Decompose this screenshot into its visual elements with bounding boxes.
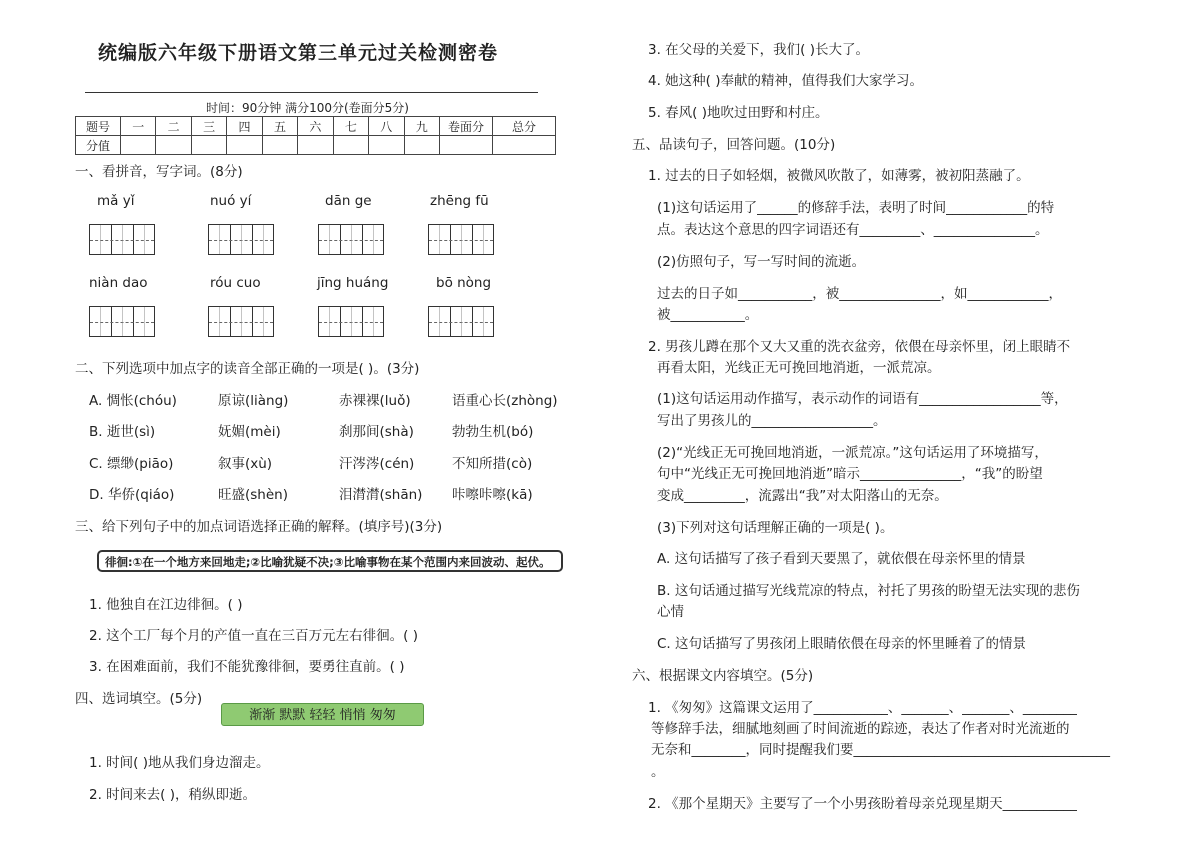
score-header: 七 bbox=[333, 117, 368, 136]
s6-q1-line4: 。 bbox=[651, 764, 665, 780]
s5-q2-line1: 2. 男孩儿蹲在那个又大又重的洗衣盆旁，依偎在母亲怀里，闭上眼睛不 bbox=[648, 339, 1071, 355]
score-header: 四 bbox=[227, 117, 262, 136]
score-header: 卷面分 bbox=[440, 117, 493, 136]
writing-grid[interactable] bbox=[208, 306, 274, 337]
s5-q2-line2: 再看太阳，光线正无可挽回地消逝，一派荒凉。 bbox=[657, 360, 941, 376]
score-header: 九 bbox=[404, 117, 440, 136]
s5-q1-2: (2)仿照句子，写一写时间的流逝。 bbox=[657, 254, 866, 270]
s5-q2-2-line1: (2)“光线正无可挽回地消逝，一派荒凉。”这句话运用了环境描写， bbox=[657, 445, 1048, 461]
score-header: 一 bbox=[121, 117, 156, 136]
s5-q1-1-line1: (1)这句话运用了______的修辞手法，表明了时间____________的特 bbox=[657, 200, 1055, 216]
score-header: 五 bbox=[262, 117, 297, 136]
definition-box bbox=[97, 550, 563, 572]
option-a-col1: A. 惆怅(chóu) bbox=[89, 393, 177, 409]
score-header: 二 bbox=[156, 117, 191, 136]
score-cell[interactable] bbox=[121, 136, 156, 155]
page-title: 统编版六年级下册语文第三单元过关检测密卷 bbox=[98, 42, 499, 64]
s6-q1-line3: 无奈和________，同时提醒我们要______________________________________ bbox=[651, 742, 1110, 758]
option-d-col4: 咔嚓咔嚓(kā) bbox=[452, 487, 533, 503]
s5-q1-2-line1: 过去的日子如___________，被_______________，如____________， bbox=[657, 286, 1062, 302]
option-c-col2: 叙事(xù) bbox=[218, 456, 273, 472]
score-table-value-row bbox=[76, 136, 556, 155]
score-cell[interactable] bbox=[298, 136, 333, 155]
option-b-col1: B. 逝世(sì) bbox=[89, 424, 156, 440]
s4-item-5: 5. 春风( )地吹过田野和村庄。 bbox=[648, 105, 829, 121]
score-cell[interactable] bbox=[262, 136, 297, 155]
pinyin-label: niàn dao bbox=[89, 275, 148, 291]
score-header: 三 bbox=[191, 117, 226, 136]
s5-option-b-line1: B. 这句话通过描写光线荒凉的特点，衬托了男孩的盼望无法实现的悲伤 bbox=[657, 583, 1080, 599]
score-cell[interactable] bbox=[333, 136, 368, 155]
section-5-heading: 五、品读句子，回答问题。(10分) bbox=[632, 137, 836, 153]
option-d-col2: 旺盛(shèn) bbox=[218, 487, 288, 503]
s5-option-c: C. 这句话描写了男孩闭上眼睛依偎在母亲的怀里睡着了的情景 bbox=[657, 636, 1027, 652]
section-3-heading: 三、给下列句子中的加点词语选择正确的解释。(填序号)(3分) bbox=[75, 519, 443, 535]
s3-item-1: 1. 他独自在江边徘徊。( ) bbox=[89, 597, 243, 613]
writing-grid[interactable] bbox=[208, 224, 274, 255]
option-c-col1: C. 缥缈(piāo) bbox=[89, 456, 174, 472]
word-bank-text: 渐渐 默默 轻轻 悄悄 匆匆 bbox=[249, 708, 396, 723]
s4-item-4: 4. 她这种( )奉献的精神，值得我们大家学习。 bbox=[648, 73, 923, 89]
definition-text: 徘徊:①在一个地方来回地走;②比喻犹疑不决;③比喻事物在某个范围内来回波动、起伏。 bbox=[105, 555, 551, 569]
score-table-header-row bbox=[76, 117, 556, 136]
score-header: 总分 bbox=[493, 117, 556, 136]
s4-item-3: 3. 在父母的关爱下，我们( )长大了。 bbox=[648, 42, 869, 58]
pinyin-label: nuó yí bbox=[210, 193, 252, 209]
s6-q2: 2. 《那个星期天》主要写了一个小男孩盼着母亲兑现星期天___________ bbox=[648, 796, 1077, 812]
section-4-heading: 四、选词填空。(5分) bbox=[75, 691, 203, 707]
option-a-col4: 语重心长(zhòng) bbox=[452, 393, 558, 409]
s5-option-a: A. 这句话描写了孩子看到天要黑了，就依偎在母亲怀里的情景 bbox=[657, 551, 1026, 567]
s5-q2-1-line2: 写出了男孩儿的__________________。 bbox=[657, 413, 887, 429]
s5-q2-3: (3)下列对这句话理解正确的一项是( )。 bbox=[657, 520, 894, 536]
option-b-col2: 妩媚(mèi) bbox=[218, 424, 281, 440]
score-cell[interactable] bbox=[404, 136, 440, 155]
s4-item-2: 2. 时间来去( )，稍纵即逝。 bbox=[89, 787, 256, 803]
writing-grid[interactable] bbox=[428, 306, 494, 337]
score-header: 题号 bbox=[76, 117, 121, 136]
pinyin-label: róu cuo bbox=[210, 275, 261, 291]
score-header: 六 bbox=[298, 117, 333, 136]
option-a-col2: 原谅(liàng) bbox=[218, 393, 289, 409]
score-row-label: 分值 bbox=[76, 136, 121, 155]
s5-option-b-line2: 心情 bbox=[657, 604, 684, 620]
word-bank bbox=[221, 703, 424, 726]
s5-q1: 1. 过去的日子如轻烟，被微风吹散了，如薄雾，被初阳蒸融了。 bbox=[648, 168, 1030, 184]
s3-item-2: 2. 这个工厂每个月的产值一直在三百万元左右徘徊。( ) bbox=[89, 628, 418, 644]
section-2-heading: 二、下列选项中加点字的读音全部正确的一项是( )。(3分) bbox=[75, 361, 420, 377]
score-cell[interactable] bbox=[493, 136, 556, 155]
option-d-col1: D. 华侨(qiáo) bbox=[89, 487, 175, 503]
option-b-col4: 勃勃生机(bó) bbox=[452, 424, 534, 440]
s5-q2-1-line1: (1)这句话运用动作描写，表示动作的词语有__________________等， bbox=[657, 391, 1068, 407]
pinyin-label: zhēng fū bbox=[430, 193, 489, 209]
s5-q1-1-line2: 点。表达这个意思的四字词语还有_________、_______________。 bbox=[657, 222, 1049, 238]
score-header: 八 bbox=[369, 117, 404, 136]
s3-item-3: 3. 在困难面前，我们不能犹豫徘徊，要勇往直前。( ) bbox=[89, 659, 405, 675]
section-6-heading: 六、根据课文内容填空。(5分) bbox=[632, 668, 814, 684]
pinyin-label: jīng huáng bbox=[317, 275, 389, 291]
score-cell[interactable] bbox=[156, 136, 191, 155]
writing-grid[interactable] bbox=[428, 224, 494, 255]
score-cell[interactable] bbox=[227, 136, 262, 155]
option-b-col3: 刹那间(shà) bbox=[339, 424, 414, 440]
option-c-col3: 汗涔涔(cén) bbox=[339, 456, 415, 472]
s6-q1-line1: 1. 《匆匆》这篇课文运用了___________、_______、_______、________ bbox=[648, 700, 1077, 716]
option-d-col3: 泪潸潸(shān) bbox=[339, 487, 423, 503]
option-a-col3: 赤裸裸(luǒ) bbox=[339, 393, 411, 409]
writing-grid[interactable] bbox=[89, 224, 155, 255]
title-divider bbox=[85, 92, 538, 93]
score-table bbox=[75, 116, 556, 155]
s6-q1-line2: 等修辞手法，细腻地刻画了时间流逝的踪迹，表达了作者对时光流逝的 bbox=[651, 721, 1070, 737]
pinyin-label: dān ge bbox=[325, 193, 372, 209]
exam-info: 时间：90分钟 满分100分(卷面分5分) bbox=[206, 101, 409, 115]
score-cell[interactable] bbox=[440, 136, 493, 155]
section-1-heading: 一、看拼音，写字词。(8分) bbox=[75, 164, 243, 180]
score-cell[interactable] bbox=[191, 136, 226, 155]
option-c-col4: 不知所措(cò) bbox=[452, 456, 533, 472]
score-cell[interactable] bbox=[369, 136, 404, 155]
writing-grid[interactable] bbox=[318, 306, 384, 337]
s5-q2-2-line3: 变成_________，流露出“我”对太阳落山的无奈。 bbox=[657, 488, 948, 504]
s5-q2-2-line2: 句中“光线正无可挽回地消逝”暗示_______________，“我”的盼望 bbox=[657, 466, 1043, 482]
pinyin-label: bō nòng bbox=[436, 275, 492, 291]
s5-q1-2-line2: 被___________。 bbox=[657, 307, 759, 323]
pinyin-label: mǎ yǐ bbox=[97, 193, 135, 209]
writing-grid[interactable] bbox=[89, 306, 155, 337]
writing-grid[interactable] bbox=[318, 224, 384, 255]
s4-item-1: 1. 时间( )地从我们身边溜走。 bbox=[89, 755, 270, 771]
